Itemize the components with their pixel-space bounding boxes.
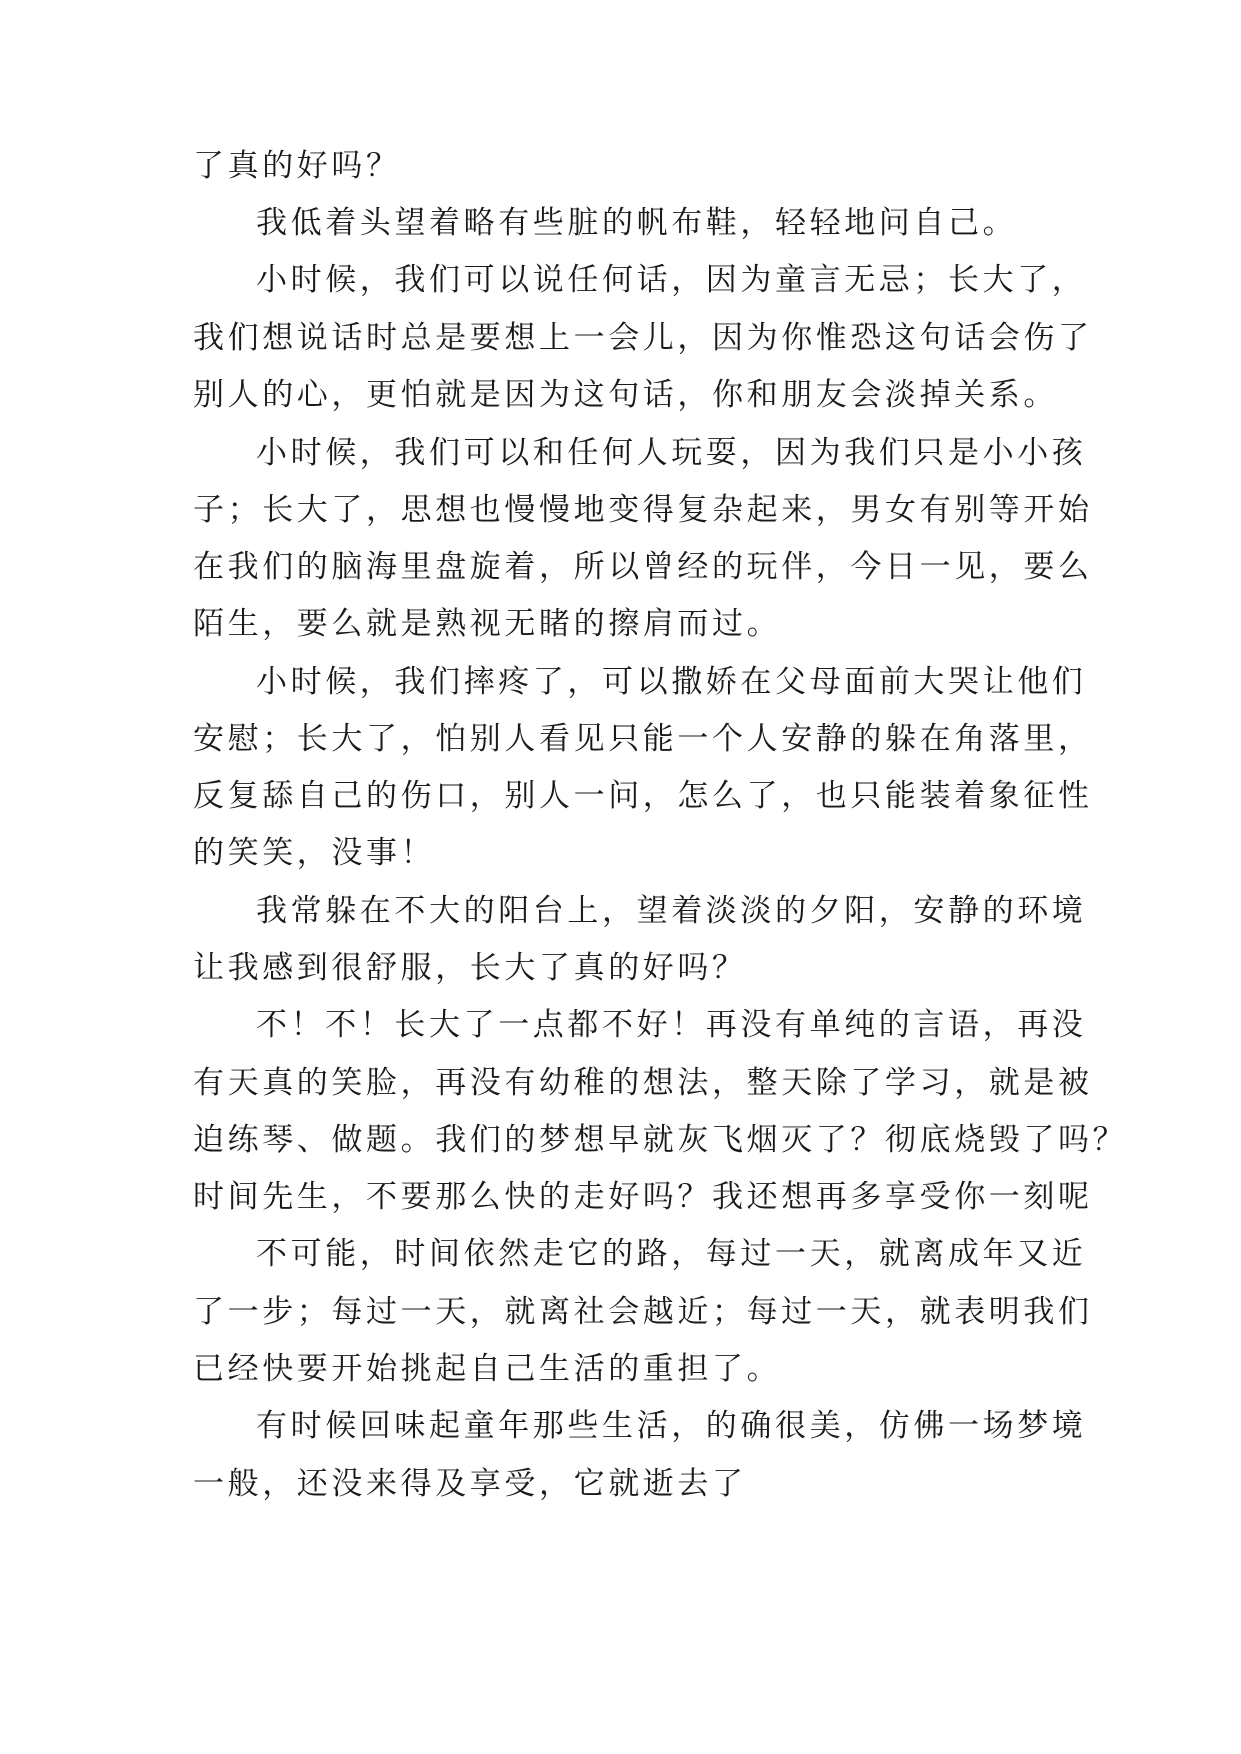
text-line-13: 的笑笑，没事！ bbox=[193, 835, 436, 871]
text-line-6: 小时候，我们可以和任何人玩耍，因为我们只是小小孩 bbox=[256, 435, 1087, 471]
text-line-24: 一般，还没来得及享受，它就逝去了 bbox=[193, 1466, 747, 1502]
text-line-3: 小时候，我们可以说任何话，因为童言无忌；长大了， bbox=[256, 262, 1087, 298]
text-line-19: 时间先生，不要那么快的走好吗？我还想再多享受你一刻呢 bbox=[193, 1179, 1093, 1215]
text-line-1: 了真的好吗？ bbox=[193, 148, 401, 184]
text-line-7: 子；长大了，思想也慢慢地变得复杂起来，男女有别等开始 bbox=[193, 492, 1093, 528]
text-line-20: 不可能，时间依然走它的路，每过一天，就离成年又近 bbox=[256, 1236, 1087, 1272]
text-line-16: 不！不！长大了一点都不好！再没有单纯的言语，再没 bbox=[256, 1007, 1087, 1043]
text-line-23: 有时候回味起童年那些生活，的确很美，仿佛一场梦境 bbox=[256, 1408, 1087, 1444]
text-line-17: 有天真的笑脸，再没有幼稚的想法，整天除了学习，就是被 bbox=[193, 1065, 1093, 1101]
text-line-15: 让我感到很舒服，长大了真的好吗？ bbox=[193, 950, 747, 986]
text-line-14: 我常躲在不大的阳台上，望着淡淡的夕阳，安静的环境 bbox=[256, 893, 1087, 929]
text-line-11: 安慰；长大了，怕别人看见只能一个人安静的躲在角落里， bbox=[193, 721, 1093, 757]
text-line-12: 反复舔自己的伤口，别人一问，怎么了，也只能装着象征性 bbox=[193, 778, 1093, 814]
text-line-10: 小时候，我们摔疼了，可以撒娇在父母面前大哭让他们 bbox=[256, 664, 1087, 700]
text-line-2: 我低着头望着略有些脏的帆布鞋，轻轻地问自己。 bbox=[256, 205, 1018, 241]
text-line-4: 我们想说话时总是要想上一会儿，因为你惟恐这句话会伤了 bbox=[193, 320, 1093, 356]
text-line-8: 在我们的脑海里盘旋着，所以曾经的玩伴，今日一见，要么 bbox=[193, 549, 1093, 585]
text-line-9: 陌生，要么就是熟视无睹的擦肩而过。 bbox=[193, 606, 782, 642]
text-line-21: 了一步；每过一天，就离社会越近；每过一天，就表明我们 bbox=[193, 1294, 1093, 1330]
text-line-18: 迫练琴、做题。我们的梦想早就灰飞烟灭了？彻底烧毁了吗？ bbox=[193, 1122, 1128, 1158]
text-line-5: 别人的心，更怕就是因为这句话，你和朋友会淡掉关系。 bbox=[193, 377, 1058, 413]
text-line-22: 已经快要开始挑起自己生活的重担了。 bbox=[193, 1351, 782, 1387]
